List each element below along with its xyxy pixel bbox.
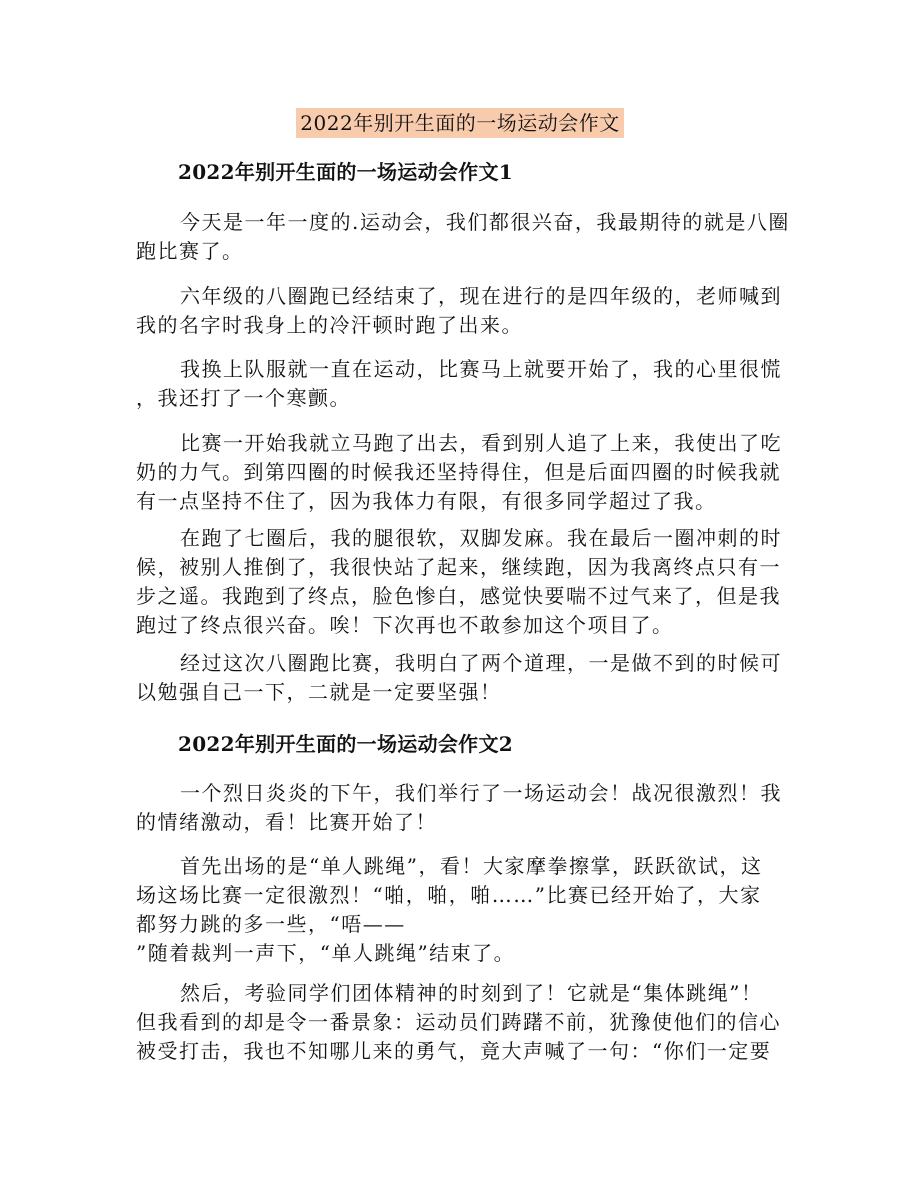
- paragraph-line: 跑过了终点很兴奋。唉！下次再也不敢参加这个项目了。: [136, 613, 674, 637]
- paragraph-line: 被受打击，我也不知哪儿来的勇气，竟大声喊了一句：“你们一定要: [136, 1039, 772, 1063]
- paragraph-line: 然后，考验同学们团体精神的时刻到了！它就是“集体跳绳”！: [180, 981, 763, 1005]
- paragraph-line: 首先出场的是“单人跳绳”，看！大家摩拳擦掌，跃跃欲试，这: [180, 854, 763, 878]
- document-title: 2022年别开生面的一场运动会作文: [296, 108, 623, 138]
- paragraph-line: 步之遥。我跑到了终点，脸色惨白，感觉快要喘不过气来了，但是我: [136, 584, 781, 608]
- document-title-wrap: [0, 108, 920, 138]
- section-2-paragraph-3: [136, 979, 781, 1066]
- paragraph-line: 六年级的八圈跑已经结束了，现在进行的是四年级的，老师喊到: [180, 284, 782, 308]
- section-1-paragraph-5: [136, 524, 782, 640]
- paragraph-line: ”随着裁判一声下，“单人跳绳”结束了。: [136, 941, 516, 965]
- section-1-heading: 2022年别开生面的一场运动会作文1: [178, 160, 513, 184]
- section-2-heading: 2022年别开生面的一场运动会作文2: [178, 732, 513, 756]
- paragraph-line: 跑比赛了。: [136, 239, 244, 263]
- paragraph-line: 奶的力气。到第四圈的时候我还坚持得住，但是后面四圈的时候我就: [136, 460, 781, 484]
- paragraph-line: 以勉强自己一下，二就是一定要坚强！: [136, 680, 502, 704]
- section-1-paragraph-4: [136, 429, 782, 516]
- paragraph-line: 都努力跳的多一些，“唔——: [136, 912, 406, 936]
- paragraph-line: 一个烈日炎炎的下午，我们举行了一场运动会！战况很激烈！我: [180, 781, 782, 805]
- section-1-paragraph-6: [136, 649, 782, 707]
- paragraph-line: 候，被别人推倒了，我很快站了起来，继续跑，因为我离终点只有一: [136, 555, 781, 579]
- paragraph-line: 今天是一年一度的.运动会，我们都很兴奋，我最期待的就是八圈: [180, 210, 790, 234]
- paragraph-line: 场这场比赛一定很激烈！“啪，啪，啪……”比赛已经开始了，大家: [136, 883, 762, 907]
- section-1-paragraph-1: [136, 208, 790, 266]
- section-2-paragraph-2: [136, 852, 776, 968]
- paragraph-line: 我换上队服就一直在运动，比赛马上就要开始了，我的心里很慌: [180, 357, 782, 381]
- paragraph-line: 经过这次八圈跑比赛，我明白了两个道理，一是做不到的时候可: [180, 651, 782, 675]
- paragraph-line: 的情绪激动，看！比赛开始了！: [136, 810, 437, 834]
- paragraph-line: 比赛一开始我就立马跑了出去，看到别人追了上来，我使出了吃: [180, 431, 782, 455]
- paragraph-line: 我的名字时我身上的冷汗顿时跑了出来。: [136, 313, 523, 337]
- paragraph-line: 有一点坚持不住了，因为我体力有限，有很多同学超过了我。: [136, 489, 717, 513]
- paragraph-line: ，我还打了一个寒颤。: [136, 386, 351, 410]
- paragraph-line: 但我看到的却是令一番景象：运动员们踌躇不前，犹豫使他们的信心: [136, 1010, 781, 1034]
- section-1-paragraph-2: [136, 282, 782, 340]
- section-1-paragraph-3: [136, 355, 782, 413]
- section-2-paragraph-1: [136, 779, 782, 837]
- paragraph-line: 在跑了七圈后，我的腿很软，双脚发麻。我在最后一圈冲刺的时: [180, 526, 782, 550]
